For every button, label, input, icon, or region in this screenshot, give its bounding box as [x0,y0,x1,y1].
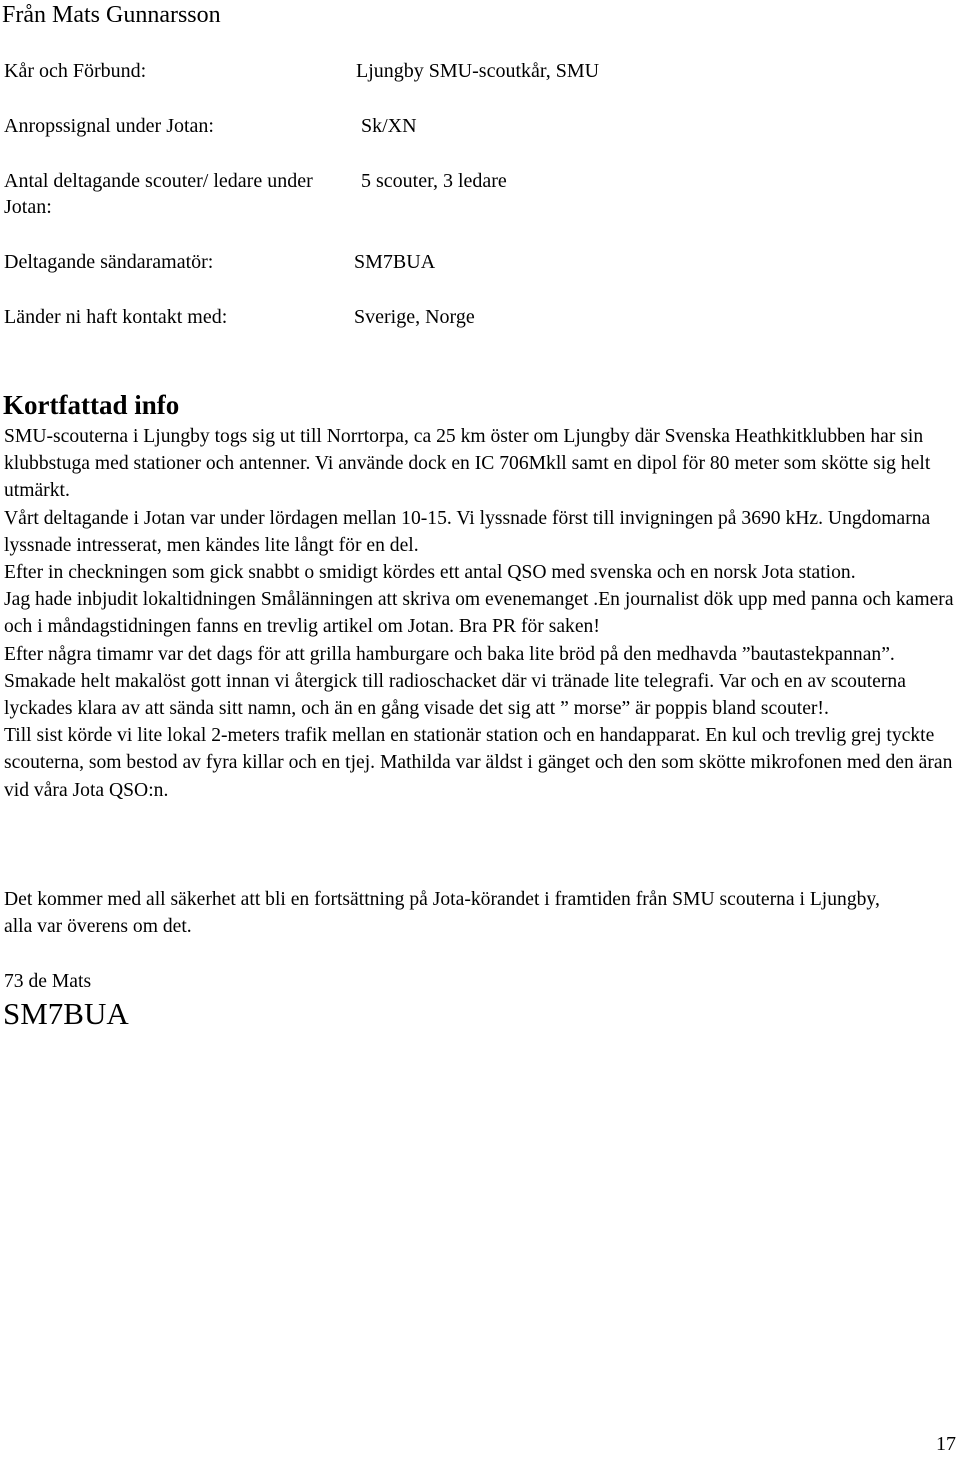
field-value-antal-deltagande: 5 scouter, 3 ledare [361,170,507,192]
page-number: 17 [936,1433,956,1455]
regards-line: 73 de Mats [4,971,92,992]
field-label-kar-forbund: Kår och Förbund: [4,60,147,82]
field-value-anropssignal: Sk/XN [361,115,417,137]
field-value-kar-forbund: Ljungby SMU-scoutkår, SMU [356,60,600,82]
info-paragraph: Vårt deltagande i Jotan var under lördagen mellan 10-15. Vi lyssnade först till invigningen på 3690 kHz. Ungdomarna lyssnade intresserat, men kändes lite långt för en del. [4,507,931,556]
signature-callsign: SM7BUA [3,996,129,1031]
closing-paragraph: Det kommer med all säkerhet att bli en fortsättning på Jota-körandet i framtiden från SMU scouterna i Ljungby, alla var överens om det. [4,889,880,938]
field-label-lander: Länder ni haft kontakt med: [4,306,228,328]
info-paragraph: SMU-scouterna i Ljungby togs sig ut till Norrtorpa, ca 25 km öster om Ljungby där Svenska Heathkitklubben har sin klubbstuga med stationer och antenner. Vi använde dock en IC 706Mkll samt en dipol för 80 meter som skötte sig helt utmärkt. [4,426,931,502]
field-label-anropssignal: Anropssignal under Jotan: [4,115,214,137]
info-paragraph: Efter in checkningen som gick snabbt o smidigt kördes ett antal QSO med svenska och en norsk Jota station. [4,562,856,584]
field-value-lander: Sverige, Norge [354,306,475,328]
info-paragraph: Till sist körde vi lite lokal 2-meters trafik mellan en stationär station och en handapparat. En kul och trevlig grej tyckte scouterna, som bestod av fyra killar och en tjej. Mathilda var äldst i gänget och den som skötte mikrofonen med den äran vid våra Jota QSO:n. [4,725,953,801]
field-value-sandaramator: SM7BUA [354,251,436,273]
info-paragraph: Efter några timamr var det dags för att grilla hamburgare och baka lite bröd på den medhavda ”bautastekpannan”. Smakade helt makalöst gott innan vi återgick till radioschacket där vi tränade lite telegrafi. Var och en av scouterna lyckades klara av att sända sitt namn, och än en gång visade det sig att ” morse” är poppis bland scouter!. [4,643,906,720]
field-label-antal-deltagande: Antal deltagande scouter/ ledare under Jotan: [4,170,313,218]
info-body [4,423,956,804]
letter-heading: Från Mats Gunnarsson [2,2,221,28]
field-label-sandaramator: Deltagande sändaramatör: [4,251,214,273]
info-paragraph: Jag hade inbjudit lokaltidningen Smålänningen att skriva om evenemanget .En journalist dök upp med panna och kamera och i måndagstidningen fanns en trevlig artikel om Jotan. Bra PR för saken! [4,589,954,638]
section-title-kortfattad-info: Kortfattad info [3,390,180,420]
